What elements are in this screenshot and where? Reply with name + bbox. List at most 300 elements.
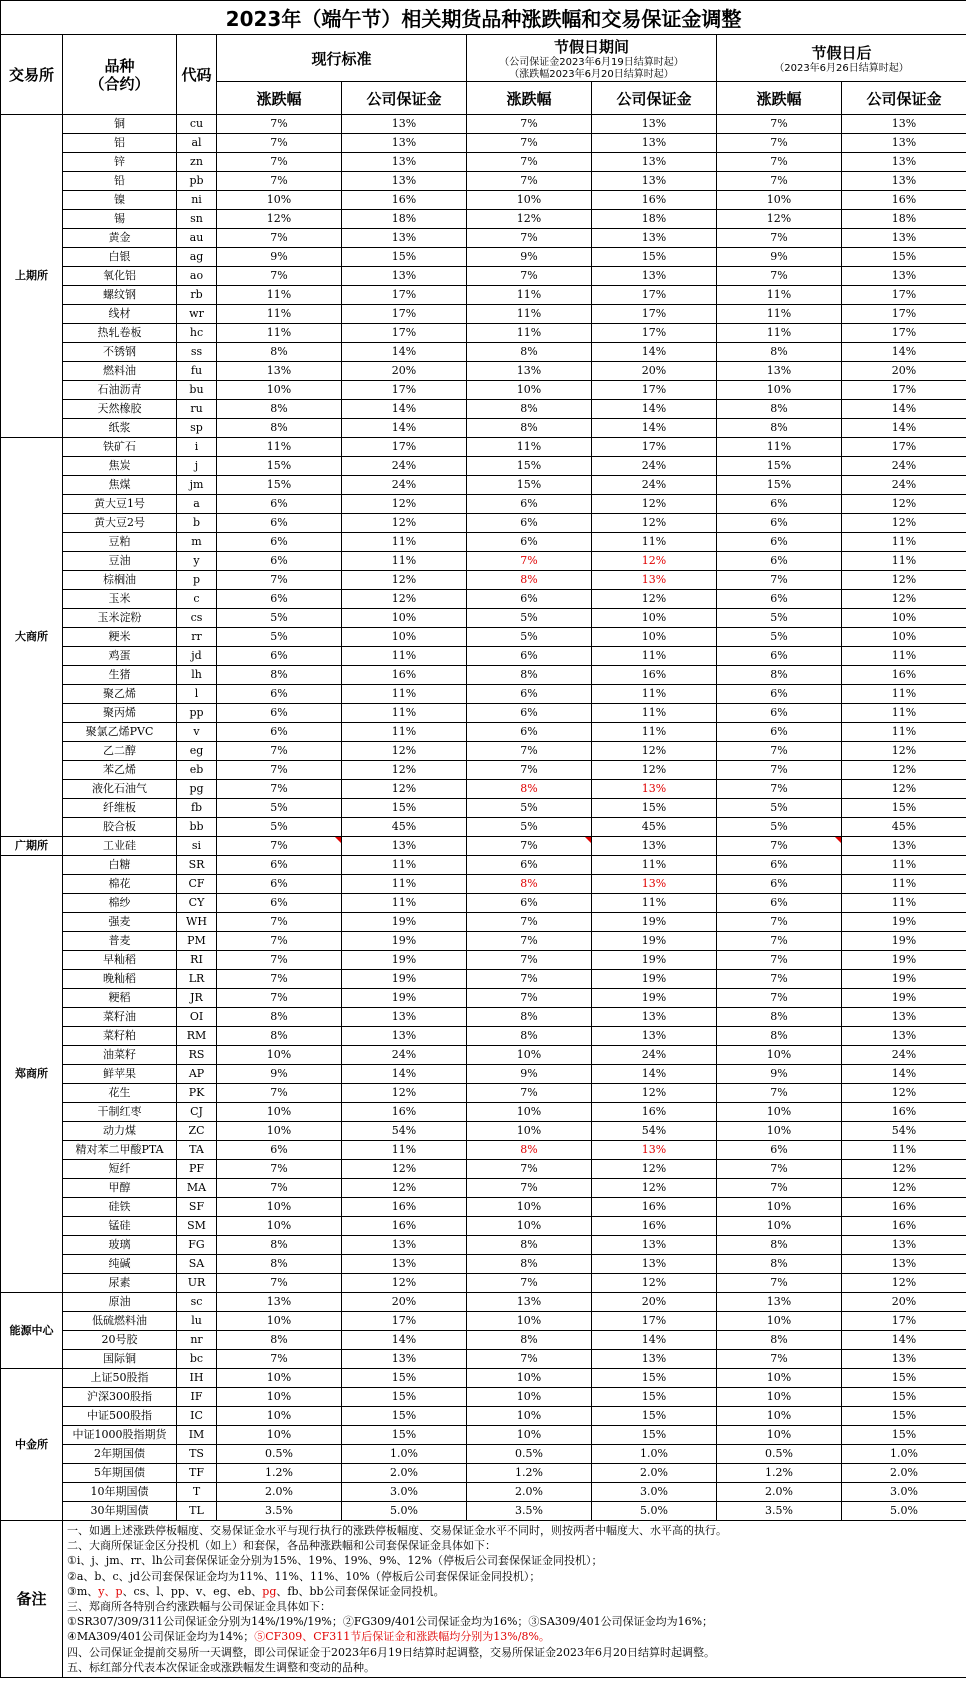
current-margin-cell: 12%	[342, 495, 467, 514]
table-row	[1, 628, 966, 647]
note-fragment: 、fb、bb公司套保保证金同投机。	[276, 1584, 445, 1598]
holiday-limit-cell: 12%	[467, 210, 592, 229]
variety-cell: 焦炭	[63, 457, 177, 476]
after-margin-cell: 16%	[842, 666, 966, 685]
holiday-margin-cell: 13%	[592, 1027, 717, 1046]
current-limit-cell: 7%	[217, 134, 342, 153]
current-limit-cell: 6%	[217, 1141, 342, 1160]
holiday-margin-cell: 15%	[592, 1388, 717, 1407]
code-cell: cu	[177, 115, 217, 134]
exchange-cell: 广期所	[1, 837, 63, 856]
after-limit-cell: 6%	[717, 1141, 842, 1160]
after-margin-cell: 17%	[842, 286, 966, 305]
after-margin-cell: 11%	[842, 704, 966, 723]
after-margin-cell: 14%	[842, 400, 966, 419]
current-margin-cell: 15%	[342, 248, 467, 267]
after-limit-cell: 8%	[717, 666, 842, 685]
current-margin-cell: 24%	[342, 457, 467, 476]
after-limit-cell: 2.0%	[717, 1483, 842, 1502]
variety-cell: 锡	[63, 210, 177, 229]
after-margin-cell: 13%	[842, 837, 966, 856]
holiday-margin-cell: 12%	[592, 1160, 717, 1179]
after-margin-cell: 12%	[842, 495, 966, 514]
holiday-margin-cell: 13%	[592, 780, 717, 799]
header-holiday-note1: （公司保证金2023年6月19日结算时起）	[499, 56, 684, 68]
after-margin-cell: 10%	[842, 628, 966, 647]
table-row	[1, 1008, 966, 1027]
after-margin-cell: 17%	[842, 305, 966, 324]
after-limit-cell: 13%	[717, 362, 842, 381]
variety-cell: 玻璃	[63, 1236, 177, 1255]
after-margin-cell: 15%	[842, 1426, 966, 1445]
after-limit-cell: 7%	[717, 989, 842, 1008]
current-limit-cell: 13%	[217, 1293, 342, 1312]
after-limit-cell: 5%	[717, 628, 842, 647]
current-margin-cell: 17%	[342, 305, 467, 324]
after-margin-cell: 12%	[842, 590, 966, 609]
note-line: 一、如遇上述涨跌停板幅度、交易保证金水平与现行执行的涨跌停板幅度、交易保证金水平不同时，则按两者中幅度大、水平高的执行。	[67, 1524, 727, 1537]
after-margin-cell: 5.0%	[842, 1502, 966, 1521]
after-limit-cell: 10%	[717, 1407, 842, 1426]
current-limit-cell: 10%	[217, 1198, 342, 1217]
after-limit-cell: 3.5%	[717, 1502, 842, 1521]
current-limit-cell: 6%	[217, 704, 342, 723]
after-margin-cell: 17%	[842, 438, 966, 457]
variety-cell: 低硫燃料油	[63, 1312, 177, 1331]
variety-cell: 20号胶	[63, 1331, 177, 1350]
code-cell: SR	[177, 856, 217, 875]
after-limit-cell: 11%	[717, 324, 842, 343]
after-margin-cell: 11%	[842, 647, 966, 666]
code-cell: AP	[177, 1065, 217, 1084]
current-limit-cell: 15%	[217, 457, 342, 476]
variety-cell: 黄金	[63, 229, 177, 248]
after-limit-cell: 7%	[717, 951, 842, 970]
table-row	[1, 780, 966, 799]
code-cell: wr	[177, 305, 217, 324]
holiday-limit-cell: 7%	[467, 229, 592, 248]
holiday-margin-cell: 19%	[592, 913, 717, 932]
current-margin-cell: 13%	[342, 267, 467, 286]
holiday-margin-cell: 18%	[592, 210, 717, 229]
current-limit-cell: 7%	[217, 1274, 342, 1293]
table-row	[1, 1331, 966, 1350]
variety-cell: 尿素	[63, 1274, 177, 1293]
current-limit-cell: 8%	[217, 343, 342, 362]
after-limit-cell: 13%	[717, 1293, 842, 1312]
table-row	[1, 419, 966, 438]
code-cell: bu	[177, 381, 217, 400]
current-margin-cell: 17%	[342, 286, 467, 305]
after-margin-cell: 13%	[842, 1350, 966, 1369]
current-margin-cell: 15%	[342, 1369, 467, 1388]
current-margin-cell: 13%	[342, 1350, 467, 1369]
after-limit-cell: 10%	[717, 1217, 842, 1236]
holiday-limit-cell: 13%	[467, 362, 592, 381]
holiday-margin-cell: 12%	[592, 1274, 717, 1293]
note-line	[67, 1629, 962, 1644]
after-margin-cell: 19%	[842, 951, 966, 970]
after-limit-cell: 15%	[717, 457, 842, 476]
after-margin-cell: 24%	[842, 476, 966, 495]
table-row	[1, 970, 966, 989]
holiday-margin-cell: 24%	[592, 1046, 717, 1065]
variety-cell: 5年期国债	[63, 1464, 177, 1483]
current-limit-cell: 10%	[217, 1388, 342, 1407]
code-cell: LR	[177, 970, 217, 989]
code-cell: jd	[177, 647, 217, 666]
current-limit-cell: 7%	[217, 172, 342, 191]
after-limit-cell: 11%	[717, 286, 842, 305]
holiday-limit-cell: 8%	[467, 400, 592, 419]
variety-cell: 豆油	[63, 552, 177, 571]
current-limit-cell: 7%	[217, 1160, 342, 1179]
after-margin-cell: 3.0%	[842, 1483, 966, 1502]
holiday-limit-cell: 6%	[467, 647, 592, 666]
table-row	[1, 514, 966, 533]
holiday-limit-cell: 8%	[467, 666, 592, 685]
holiday-margin-cell: 11%	[592, 647, 717, 666]
holiday-margin-cell: 19%	[592, 932, 717, 951]
current-margin-cell: 14%	[342, 1331, 467, 1350]
current-limit-cell: 11%	[217, 438, 342, 457]
variety-cell: 粳米	[63, 628, 177, 647]
code-cell: ag	[177, 248, 217, 267]
variety-cell: 不锈钢	[63, 343, 177, 362]
table-row	[1, 438, 966, 457]
current-margin-cell: 19%	[342, 951, 467, 970]
current-margin-cell: 11%	[342, 685, 467, 704]
variety-cell: 液化石油气	[63, 780, 177, 799]
current-margin-cell: 12%	[342, 514, 467, 533]
current-margin-cell: 11%	[342, 723, 467, 742]
after-limit-cell: 7%	[717, 134, 842, 153]
table-row	[1, 1312, 966, 1331]
after-margin-cell: 13%	[842, 267, 966, 286]
variety-cell: 国际铜	[63, 1350, 177, 1369]
current-limit-cell: 5%	[217, 799, 342, 818]
code-cell: TA	[177, 1141, 217, 1160]
after-limit-cell: 6%	[717, 685, 842, 704]
code-cell: OI	[177, 1008, 217, 1027]
current-margin-cell: 17%	[342, 438, 467, 457]
variety-cell: 螺纹钢	[63, 286, 177, 305]
table-row	[1, 875, 966, 894]
variety-cell: 精对苯二甲酸PTA	[63, 1141, 177, 1160]
after-margin-cell: 11%	[842, 533, 966, 552]
variety-cell: 白糖	[63, 856, 177, 875]
holiday-margin-cell: 14%	[592, 1065, 717, 1084]
variety-cell: 玉米	[63, 590, 177, 609]
after-limit-cell: 6%	[717, 495, 842, 514]
after-limit-cell: 6%	[717, 514, 842, 533]
code-cell: T	[177, 1483, 217, 1502]
after-margin-cell: 13%	[842, 153, 966, 172]
holiday-limit-cell: 7%	[467, 1084, 592, 1103]
table-row	[1, 115, 966, 134]
after-margin-cell: 13%	[842, 1236, 966, 1255]
holiday-margin-cell: 13%	[592, 267, 717, 286]
variety-cell: 强麦	[63, 913, 177, 932]
holiday-margin-cell: 2.0%	[592, 1464, 717, 1483]
current-margin-cell: 15%	[342, 1426, 467, 1445]
current-margin-cell: 11%	[342, 875, 467, 894]
holiday-limit-cell: 10%	[467, 1407, 592, 1426]
table-row	[1, 1274, 966, 1293]
after-limit-cell: 10%	[717, 1122, 842, 1141]
after-limit-cell: 7%	[717, 970, 842, 989]
after-limit-cell: 11%	[717, 305, 842, 324]
current-limit-cell: 3.5%	[217, 1502, 342, 1521]
table-row	[1, 533, 966, 552]
code-cell: j	[177, 457, 217, 476]
current-margin-cell: 24%	[342, 1046, 467, 1065]
holiday-margin-cell: 15%	[592, 799, 717, 818]
after-margin-cell: 14%	[842, 1331, 966, 1350]
table-row	[1, 837, 966, 856]
variety-cell: 铁矿石	[63, 438, 177, 457]
after-margin-cell: 15%	[842, 1388, 966, 1407]
note-fragment: y、p	[98, 1584, 123, 1598]
table-row	[1, 286, 966, 305]
holiday-limit-cell: 7%	[467, 761, 592, 780]
code-cell: bb	[177, 818, 217, 837]
variety-cell: 10年期国债	[63, 1483, 177, 1502]
after-margin-cell: 11%	[842, 894, 966, 913]
holiday-limit-cell: 8%	[467, 780, 592, 799]
table-row	[1, 666, 966, 685]
after-margin-cell: 11%	[842, 1141, 966, 1160]
code-cell: MA	[177, 1179, 217, 1198]
holiday-limit-cell: 7%	[467, 837, 592, 856]
current-limit-cell: 6%	[217, 647, 342, 666]
current-limit-cell: 6%	[217, 875, 342, 894]
table-row	[1, 1141, 966, 1160]
code-cell: si	[177, 837, 217, 856]
current-margin-cell: 10%	[342, 628, 467, 647]
after-limit-cell: 7%	[717, 913, 842, 932]
notes-content	[63, 1521, 966, 1678]
code-cell: ZC	[177, 1122, 217, 1141]
code-cell: PM	[177, 932, 217, 951]
after-margin-cell: 13%	[842, 1255, 966, 1274]
current-limit-cell: 7%	[217, 932, 342, 951]
after-margin-cell: 11%	[842, 723, 966, 742]
code-cell: TL	[177, 1502, 217, 1521]
holiday-margin-cell: 17%	[592, 1312, 717, 1331]
table-row	[1, 476, 966, 495]
table-row	[1, 742, 966, 761]
after-margin-cell: 13%	[842, 134, 966, 153]
holiday-limit-cell: 9%	[467, 248, 592, 267]
current-limit-cell: 10%	[217, 1046, 342, 1065]
after-margin-cell: 14%	[842, 419, 966, 438]
current-margin-cell: 15%	[342, 1388, 467, 1407]
variety-cell: 锰硅	[63, 1217, 177, 1236]
holiday-limit-cell: 10%	[467, 1198, 592, 1217]
current-margin-cell: 12%	[342, 1179, 467, 1198]
after-limit-cell: 7%	[717, 172, 842, 191]
current-margin-cell: 11%	[342, 1141, 467, 1160]
header-variety	[63, 35, 177, 115]
exchange-cell: 上期所	[1, 115, 63, 438]
after-limit-cell: 5%	[717, 609, 842, 628]
table-row	[1, 761, 966, 780]
code-cell: eb	[177, 761, 217, 780]
holiday-margin-cell: 19%	[592, 970, 717, 989]
table-row	[1, 1046, 966, 1065]
after-limit-cell: 0.5%	[717, 1445, 842, 1464]
after-margin-cell: 13%	[842, 1008, 966, 1027]
variety-cell: 中证1000股指期货	[63, 1426, 177, 1445]
table-row	[1, 134, 966, 153]
after-margin-cell: 45%	[842, 818, 966, 837]
holiday-limit-cell: 8%	[467, 1236, 592, 1255]
after-limit-cell: 7%	[717, 761, 842, 780]
after-margin-cell: 11%	[842, 552, 966, 571]
header-current-margin: 公司保证金	[342, 82, 467, 115]
current-margin-cell: 17%	[342, 381, 467, 400]
after-limit-cell: 6%	[717, 894, 842, 913]
code-cell: CY	[177, 894, 217, 913]
code-cell: a	[177, 495, 217, 514]
current-limit-cell: 13%	[217, 362, 342, 381]
holiday-margin-cell: 13%	[592, 571, 717, 590]
current-limit-cell: 10%	[217, 191, 342, 210]
current-margin-cell: 13%	[342, 134, 467, 153]
holiday-margin-cell: 15%	[592, 1407, 717, 1426]
current-margin-cell: 16%	[342, 666, 467, 685]
table-row	[1, 1426, 966, 1445]
after-margin-cell: 20%	[842, 362, 966, 381]
current-margin-cell: 13%	[342, 837, 467, 856]
current-margin-cell: 12%	[342, 571, 467, 590]
current-limit-cell: 6%	[217, 552, 342, 571]
variety-cell: 燃料油	[63, 362, 177, 381]
current-limit-cell: 6%	[217, 514, 342, 533]
current-margin-cell: 11%	[342, 647, 467, 666]
current-limit-cell: 7%	[217, 1350, 342, 1369]
current-limit-cell: 8%	[217, 1027, 342, 1046]
holiday-limit-cell: 6%	[467, 894, 592, 913]
holiday-limit-cell: 5%	[467, 818, 592, 837]
after-limit-cell: 7%	[717, 932, 842, 951]
current-limit-cell: 11%	[217, 305, 342, 324]
holiday-margin-cell: 19%	[592, 989, 717, 1008]
holiday-limit-cell: 11%	[467, 286, 592, 305]
holiday-limit-cell: 8%	[467, 1331, 592, 1350]
current-limit-cell: 7%	[217, 115, 342, 134]
current-limit-cell: 5%	[217, 609, 342, 628]
after-limit-cell: 7%	[717, 267, 842, 286]
table-row	[1, 495, 966, 514]
current-limit-cell: 7%	[217, 571, 342, 590]
holiday-limit-cell: 10%	[467, 1122, 592, 1141]
holiday-limit-cell: 7%	[467, 970, 592, 989]
variety-cell: 花生	[63, 1084, 177, 1103]
after-margin-cell: 19%	[842, 913, 966, 932]
holiday-margin-cell: 10%	[592, 628, 717, 647]
variety-cell: 鸡蛋	[63, 647, 177, 666]
table-row	[1, 552, 966, 571]
holiday-limit-cell: 8%	[467, 1008, 592, 1027]
notes-label: 备注	[1, 1521, 63, 1678]
current-margin-cell: 5.0%	[342, 1502, 467, 1521]
after-margin-cell: 17%	[842, 324, 966, 343]
after-limit-cell: 6%	[717, 647, 842, 666]
variety-cell: 铝	[63, 134, 177, 153]
current-margin-cell: 24%	[342, 476, 467, 495]
holiday-margin-cell: 24%	[592, 476, 717, 495]
holiday-margin-cell: 16%	[592, 191, 717, 210]
note-line: ①i、j、jm、rr、lh公司套保保证金分别为15%、19%、19%、9%、12%（停板后公司套保保证金同投机）；	[67, 1554, 603, 1568]
current-margin-cell: 16%	[342, 1198, 467, 1217]
after-limit-cell: 7%	[717, 153, 842, 172]
header-after-limit: 涨跌幅	[717, 82, 842, 115]
variety-cell: 原油	[63, 1293, 177, 1312]
after-margin-cell: 12%	[842, 1274, 966, 1293]
current-limit-cell: 8%	[217, 1331, 342, 1350]
holiday-limit-cell: 9%	[467, 1065, 592, 1084]
holiday-margin-cell: 13%	[592, 837, 717, 856]
current-margin-cell: 12%	[342, 1084, 467, 1103]
current-margin-cell: 14%	[342, 1065, 467, 1084]
current-margin-cell: 11%	[342, 704, 467, 723]
after-limit-cell: 8%	[717, 1331, 842, 1350]
after-margin-cell: 12%	[842, 742, 966, 761]
holiday-limit-cell: 15%	[467, 457, 592, 476]
table-row	[1, 1293, 966, 1312]
holiday-limit-cell: 7%	[467, 267, 592, 286]
current-limit-cell: 1.2%	[217, 1464, 342, 1483]
holiday-margin-cell: 11%	[592, 894, 717, 913]
holiday-limit-cell: 7%	[467, 1350, 592, 1369]
holiday-margin-cell: 1.0%	[592, 1445, 717, 1464]
table-row	[1, 647, 966, 666]
after-margin-cell: 12%	[842, 1160, 966, 1179]
note-fragment: 、cs、l、pp、v、eg、eb、	[122, 1584, 263, 1598]
note-fragment-highlight: ⑤CF309、CF311节后保证金和涨跌幅均分别为13%/8%。	[254, 1630, 550, 1644]
holiday-margin-cell: 11%	[592, 533, 717, 552]
after-limit-cell: 10%	[717, 1103, 842, 1122]
table-row	[1, 571, 966, 590]
code-cell: RI	[177, 951, 217, 970]
note-line	[67, 1584, 962, 1599]
code-cell: au	[177, 229, 217, 248]
code-cell: PK	[177, 1084, 217, 1103]
current-limit-cell: 10%	[217, 1369, 342, 1388]
holiday-limit-cell: 13%	[467, 1293, 592, 1312]
code-cell: jm	[177, 476, 217, 495]
current-limit-cell: 6%	[217, 495, 342, 514]
holiday-limit-cell: 8%	[467, 419, 592, 438]
table-row	[1, 381, 966, 400]
after-limit-cell: 7%	[717, 1350, 842, 1369]
after-limit-cell: 5%	[717, 818, 842, 837]
holiday-margin-cell: 20%	[592, 1293, 717, 1312]
current-margin-cell: 1.0%	[342, 1445, 467, 1464]
after-margin-cell: 12%	[842, 514, 966, 533]
current-margin-cell: 19%	[342, 989, 467, 1008]
table-row	[1, 1388, 966, 1407]
table-row	[1, 248, 966, 267]
after-limit-cell: 1.2%	[717, 1464, 842, 1483]
current-margin-cell: 14%	[342, 419, 467, 438]
after-margin-cell: 16%	[842, 1198, 966, 1217]
holiday-margin-cell: 14%	[592, 419, 717, 438]
after-margin-cell: 12%	[842, 1084, 966, 1103]
table-row	[1, 1369, 966, 1388]
